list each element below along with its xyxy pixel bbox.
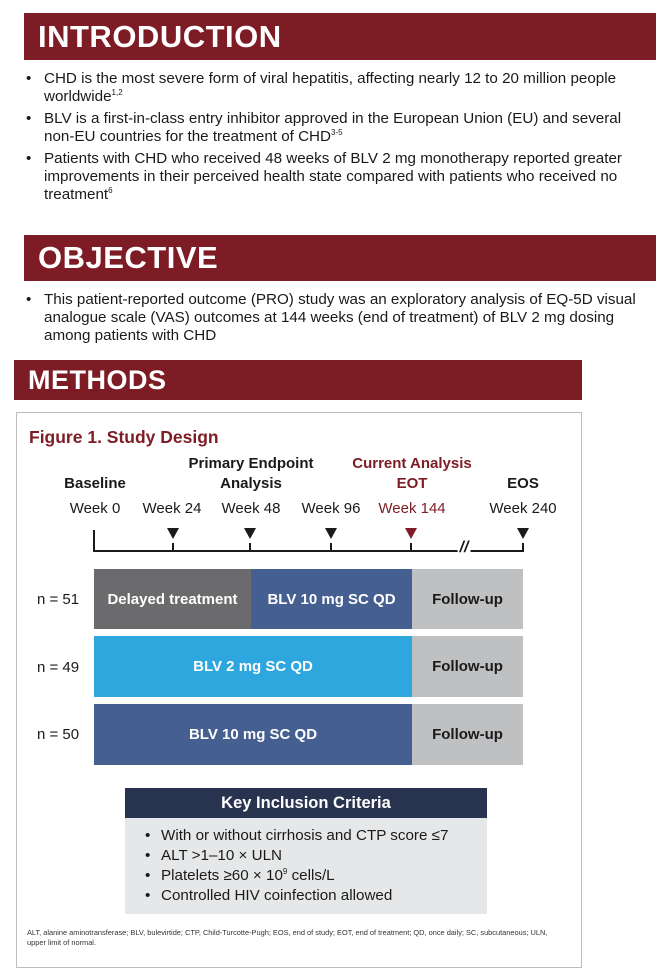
arm-3-seg1-label: BLV 10 mg SC QD: [188, 726, 318, 743]
objective-heading-band: [24, 235, 656, 281]
week-96-label: Week 96: [301, 500, 361, 517]
week-24-label: Week 24: [142, 500, 202, 517]
arm-3-followup-label: Follow-up: [432, 726, 503, 743]
week-240-marker-icon: [517, 528, 529, 539]
methods-heading-band: [14, 360, 582, 400]
objective-bullet-1: • This patient-reported outcome (PRO) study was an exploratory analysis of EQ-5D visual analogue scale (VAS) outcomes at 144 weeks (end of treatment) of BLV 2 mg dosing among patients with CHD: [24, 291, 660, 345]
milestone-baseline: Baseline: [64, 475, 126, 492]
criteria-header: [125, 788, 487, 818]
figure-footnote: ALT, alanine aminotransferase; BLV, bulevirtide; CTP, Child-Turcotte-Pugh; EOS, end of study; EOT, end of treatment; QD, once daily; SC, subcutaneous; ULN, upper limit of normal.: [27, 928, 548, 947]
criteria-item-3: • Platelets $\ge 60 \times 10^9$ cells/L: [145, 866, 487, 886]
arm-2-followup-label: Follow-up: [432, 658, 503, 675]
introduction-heading: INTRODUCTION: [38, 18, 282, 54]
week-144-label: Week 144: [378, 500, 446, 517]
criteria-item-4: • Controlled HIV coinfection allowed: [145, 886, 487, 906]
arm-1-delayed-segment: [94, 569, 251, 629]
milestone-primary-line1: Primary Endpoint: [188, 455, 314, 472]
arm-2-n: n = 49: [37, 659, 80, 676]
methods-heading: METHODS: [28, 364, 167, 395]
arm-1-followup-label: Follow-up: [432, 590, 503, 608]
arm-1-seg1-label: Delayed treatment: [107, 590, 238, 608]
objective-heading: OBJECTIVE: [38, 240, 219, 275]
arm-1-seg2-label: BLV 10 mg SC QD: [267, 590, 396, 608]
arm-2-followup-segment: [412, 636, 523, 697]
objective-bullets: [24, 291, 660, 349]
week-48-marker-icon: [244, 528, 256, 539]
criteria-item-2: • ALT >1–10 × ULN: [145, 846, 487, 866]
week-24-marker-icon: [167, 528, 179, 539]
introduction-heading-band: [24, 13, 656, 60]
intro-bullet-2: • BLV is a first-in-class entry inhibitor approved in the European Union (EU) and several non-EU countries for the treatment of CHD$^{3-5}$: [24, 110, 654, 146]
milestone-eos: EOS: [507, 475, 539, 492]
criteria-item-1: • With or without cirrhosis and CTP score ≤7: [145, 826, 487, 846]
milestone-current-line2: EOT: [396, 475, 428, 492]
intro-bullet-1: • CHD is the most severe form of viral hepatitis, affecting nearly 12 to 20 million people worldwide$^{1,2}$: [24, 70, 654, 106]
intro-bullet-3: • Patients with CHD who received 48 weeks of BLV 2 mg monotherapy reported greater improvements in their perceived health state compared with patients who received no treatment$^6$: [24, 150, 654, 204]
figure-title: Figure 1. Study Design: [29, 427, 219, 447]
arm-3-n: n = 50: [37, 726, 80, 743]
figure-study-design: [16, 412, 582, 968]
milestone-current-line1: Current Analysis: [352, 455, 472, 472]
week-48-label: Week 48: [221, 500, 281, 517]
timeline-break-mark: //: [459, 539, 469, 556]
criteria-body: [125, 818, 487, 914]
timeline-start-tick: [93, 530, 95, 552]
criteria-title: Key Inclusion Criteria: [221, 793, 391, 812]
arm-1-n: n = 51: [37, 591, 80, 608]
week-96-marker-icon: [325, 528, 337, 539]
week-0-label: Week 0: [69, 500, 121, 517]
arm-1-blv10-segment: [251, 569, 412, 629]
week-240-label: Week 240: [489, 500, 557, 517]
milestone-primary-line2: Analysis: [220, 475, 282, 492]
arm-2-blv2-segment: [94, 636, 412, 697]
arm-3-blv10-segment: [94, 704, 412, 765]
arm-3-followup-segment: [412, 704, 523, 765]
arm-1-followup-segment: [412, 569, 523, 629]
introduction-bullets: [24, 70, 654, 208]
arm-2-seg1-label: BLV 2 mg SC QD: [193, 658, 313, 675]
week-144-marker-icon: [405, 528, 417, 539]
